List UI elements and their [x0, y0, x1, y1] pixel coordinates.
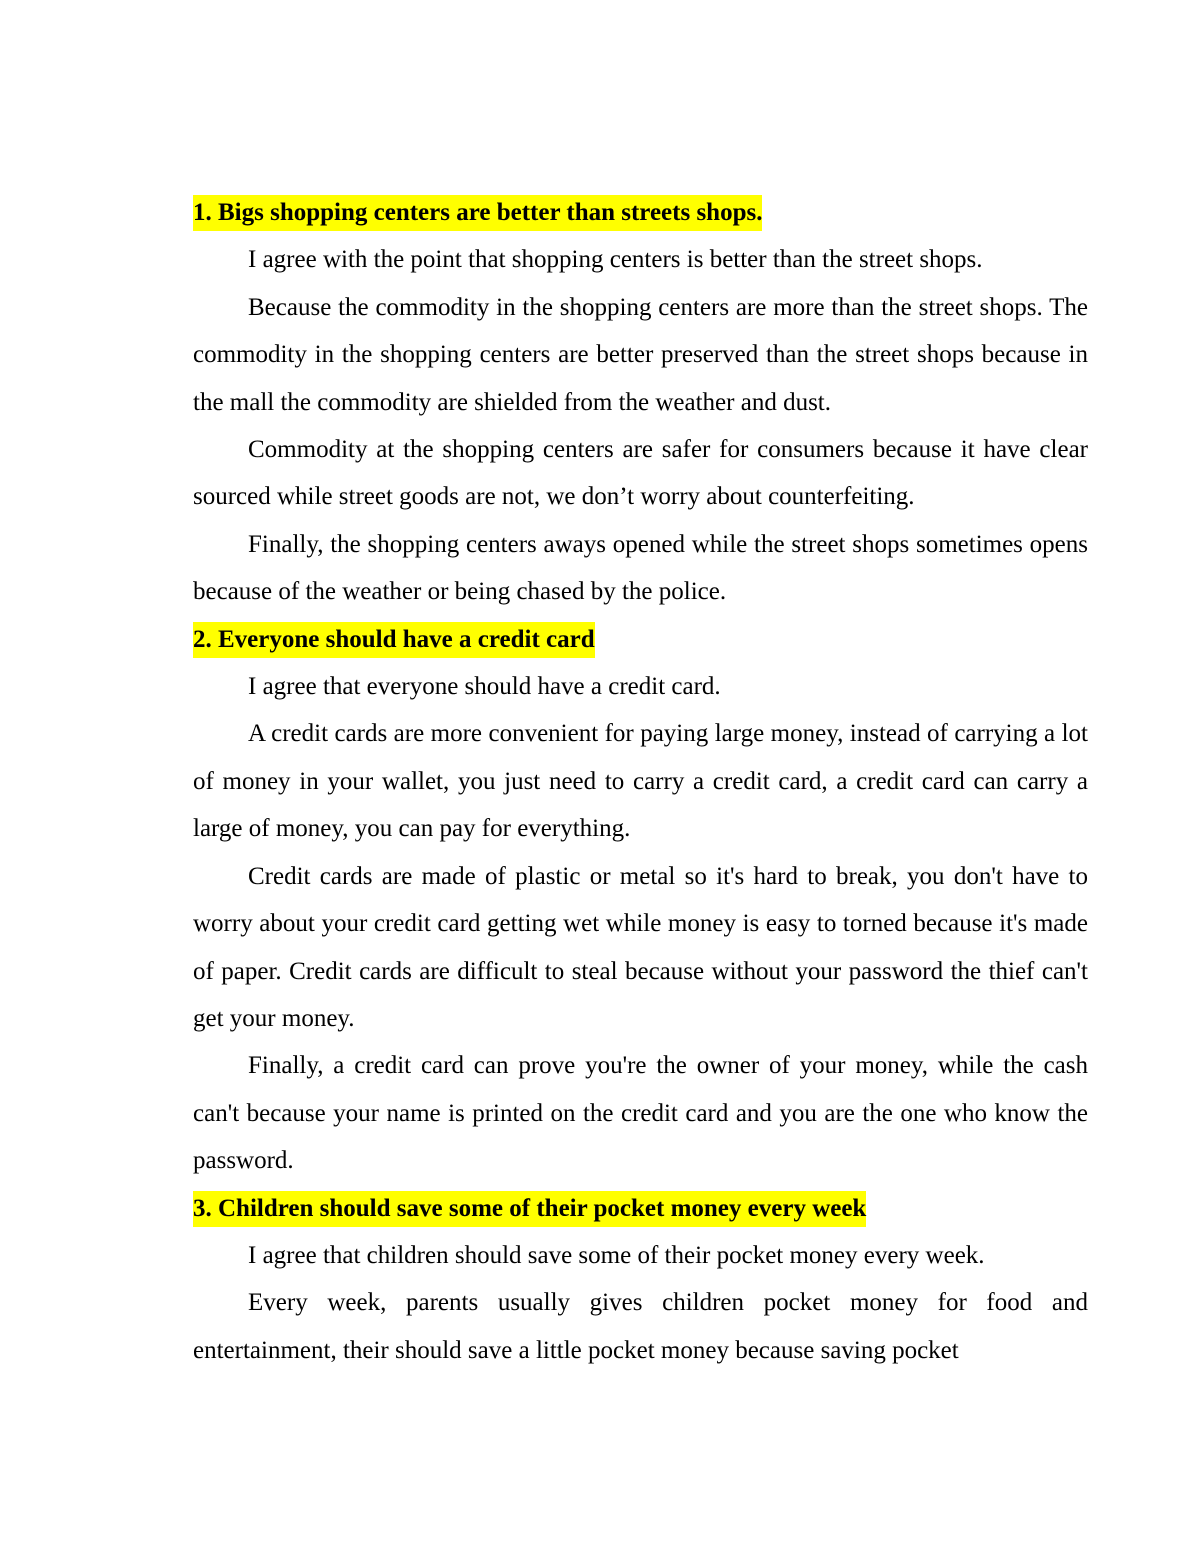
paragraph: Commodity at the shopping centers are safer for consumers because it have clear sourced while street goods are not, we don’t worry about counterfeiting.: [193, 436, 1088, 511]
paragraph: A credit cards are more convenient for paying large money, instead of carrying a lot of money in your wallet, you just need to carry a credit card, a credit card can carry a large of money, you can pay for everything.: [193, 720, 1088, 843]
paragraph: I agree with the point that shopping centers is better than the street shops.: [248, 246, 983, 274]
paragraph: I agree that everyone should have a credit card.: [248, 673, 721, 701]
section-heading: [193, 616, 1088, 663]
section-heading: [193, 189, 1088, 236]
paragraph: Every week, parents usually gives children pocket money for food and entertainment, their should save a little pocket money because saving pocket: [193, 1289, 1088, 1364]
paragraph: I agree that children should save some of their pocket money every week.: [248, 1241, 985, 1269]
heading-highlight: 3. Children should save some of their pocket money every week: [193, 1191, 866, 1227]
paragraph: Credit cards are made of plastic or metal so it's hard to break, you don't have to worry about your credit card getting wet while money is easy to torned because it's made of paper. Credit cards are difficult to steal because without your password the thief can't get your money.: [193, 862, 1088, 1032]
heading-highlight: 2. Everyone should have a credit card: [193, 622, 595, 658]
paragraph: Finally, the shopping centers aways opened while the street shops sometimes opens because of the weather or being chased by the police.: [193, 530, 1088, 606]
section-heading: [193, 1185, 1088, 1232]
heading-highlight: 1. Bigs shopping centers are better than streets shops.: [193, 195, 762, 231]
paragraph: Finally, a credit card can prove you're the owner of your money, while the cash can't because your name is printed on the credit card and you are the one who know the password.: [193, 1052, 1088, 1175]
document-body: [193, 189, 1088, 1374]
paragraph: Because the commodity in the shopping centers are more than the street shops. The commodity in the shopping centers are better preserved than the street shops because in the mall the commodity are shielded from the weather and dust.: [193, 293, 1088, 416]
